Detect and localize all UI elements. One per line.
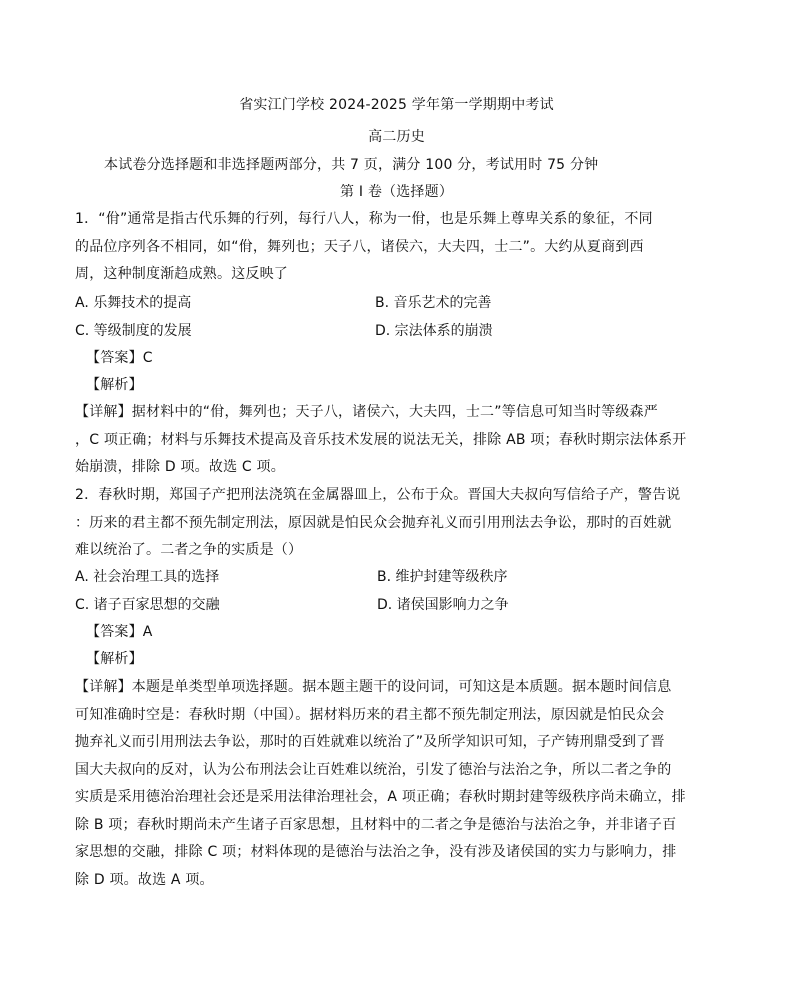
q1-option-c: C. 等级制度的发展 [75, 323, 192, 339]
question-1-stem [75, 209, 675, 292]
q1-answer: 【答案】C [86, 350, 153, 366]
q1-analysis-label: 【解析】 [86, 377, 143, 393]
subject-title: 高二历史 [368, 129, 425, 145]
q2-option-a: A. 社会治理工具的选择 [75, 569, 220, 585]
q1-detail-line: 【详解】据材料中的“佾，舞列也；天子八，诸侯六，大夫四，士二”等信息可知当时等级森严 [75, 404, 658, 420]
q2-detail-line: 国大夫叔向的反对，认为公布刑法会让百姓难以统治，引发了德治与法治之争，所以二者之争的 [75, 761, 672, 778]
q2-detail-line: 【详解】本题是单类型单项选择题。据本题主题干的设问词，可知这是本质题。据本题时间信息 [75, 679, 672, 695]
q2-analysis-label: 【解析】 [86, 651, 143, 667]
q2-stem-line: ：历来的君主都不预先制定刑法，原因就是怕民众会抛弃礼义而引用刑法去争讼，那时的百姓就 [75, 514, 672, 531]
q2-detail-line: 除 B 项；春秋时期尚未产生诸子百家思想，且材料中的二者之争是德治与法治之争，并非诸子百 [75, 816, 677, 833]
q2-stem-line: 难以统治了。二者之争的实质是（） [75, 542, 303, 558]
q2-detail-line: 除 D 项。故选 A 项。 [75, 871, 214, 888]
q1-option-d: D. 宗法体系的崩溃 [375, 323, 493, 339]
q2-detail-line: 实质是采用德治治理社会还是采用法律治理社会，A 项正确；春秋时期封建等级秩序尚未确立，排 [75, 789, 686, 805]
exam-note: 本试卷分选择题和非选择题两部分，共 7 页，满分 100 分，考试用时 75 分钟 [104, 157, 599, 173]
q1-option-b: B. 音乐艺术的完善 [375, 295, 492, 311]
q2-detail-line: 家思想的交融，排除 C 项；材料体现的是德治与法治之争，没有涉及诸侯国的实力与影响力，排 [75, 844, 677, 860]
section-title: 第 I 卷（选择题） [339, 184, 454, 200]
q2-detail [75, 677, 686, 897]
q2-option-c: C. 诸子百家思想的交融 [75, 597, 220, 613]
q1-stem-line: 的品位序列各不相同，如“佾，舞列也；天子八，诸侯六，大夫四，士二”。大约从夏商到西 [75, 238, 644, 255]
q1-detail-line: 始崩溃，排除 D 项。故选 C 项。 [75, 459, 285, 475]
q2-answer: 【答案】A [86, 624, 153, 640]
q1-option-a: A. 乐舞技术的提高 [75, 295, 192, 311]
q2-stem-line: 2．春秋时期，郑国子产把刑法浇筑在金属器皿上，公布于众。晋国大夫叔向写信给子产，警告说 [75, 487, 681, 503]
q2-option-b: B. 维护封建等级秩序 [377, 569, 508, 585]
q1-stem-line: 周，这种制度渐趋成熟。这反映了 [75, 266, 288, 282]
q2-detail-line: 抛弃礼义而引用刑法去争讼，那时的百姓就难以统治了”及所学知识可知，子产铸刑鼎受到了晋 [75, 734, 665, 750]
exam-title: 省实江门学校 2024-2025 学年第一学期期中考试 [239, 97, 554, 113]
question-2-stem [75, 485, 681, 568]
q2-detail-line: 可知准确时空是：春秋时期（中国）。据材料历来的君主都不预先制定刑法，原因就是怕民众会 [75, 706, 665, 723]
q1-detail-line: ，C 项正确；材料与乐舞技术提高及音乐技术发展的说法无关，排除 AB 项；春秋时期宗法体系开 [75, 431, 687, 448]
q1-stem-line: 1．“佾”通常是指古代乐舞的行列，每行八人，称为一佾，也是乐舞上尊卑关系的象征，不同 [75, 211, 653, 227]
q2-option-d: D. 诸侯国影响力之争 [377, 597, 509, 613]
q1-detail [75, 402, 687, 485]
